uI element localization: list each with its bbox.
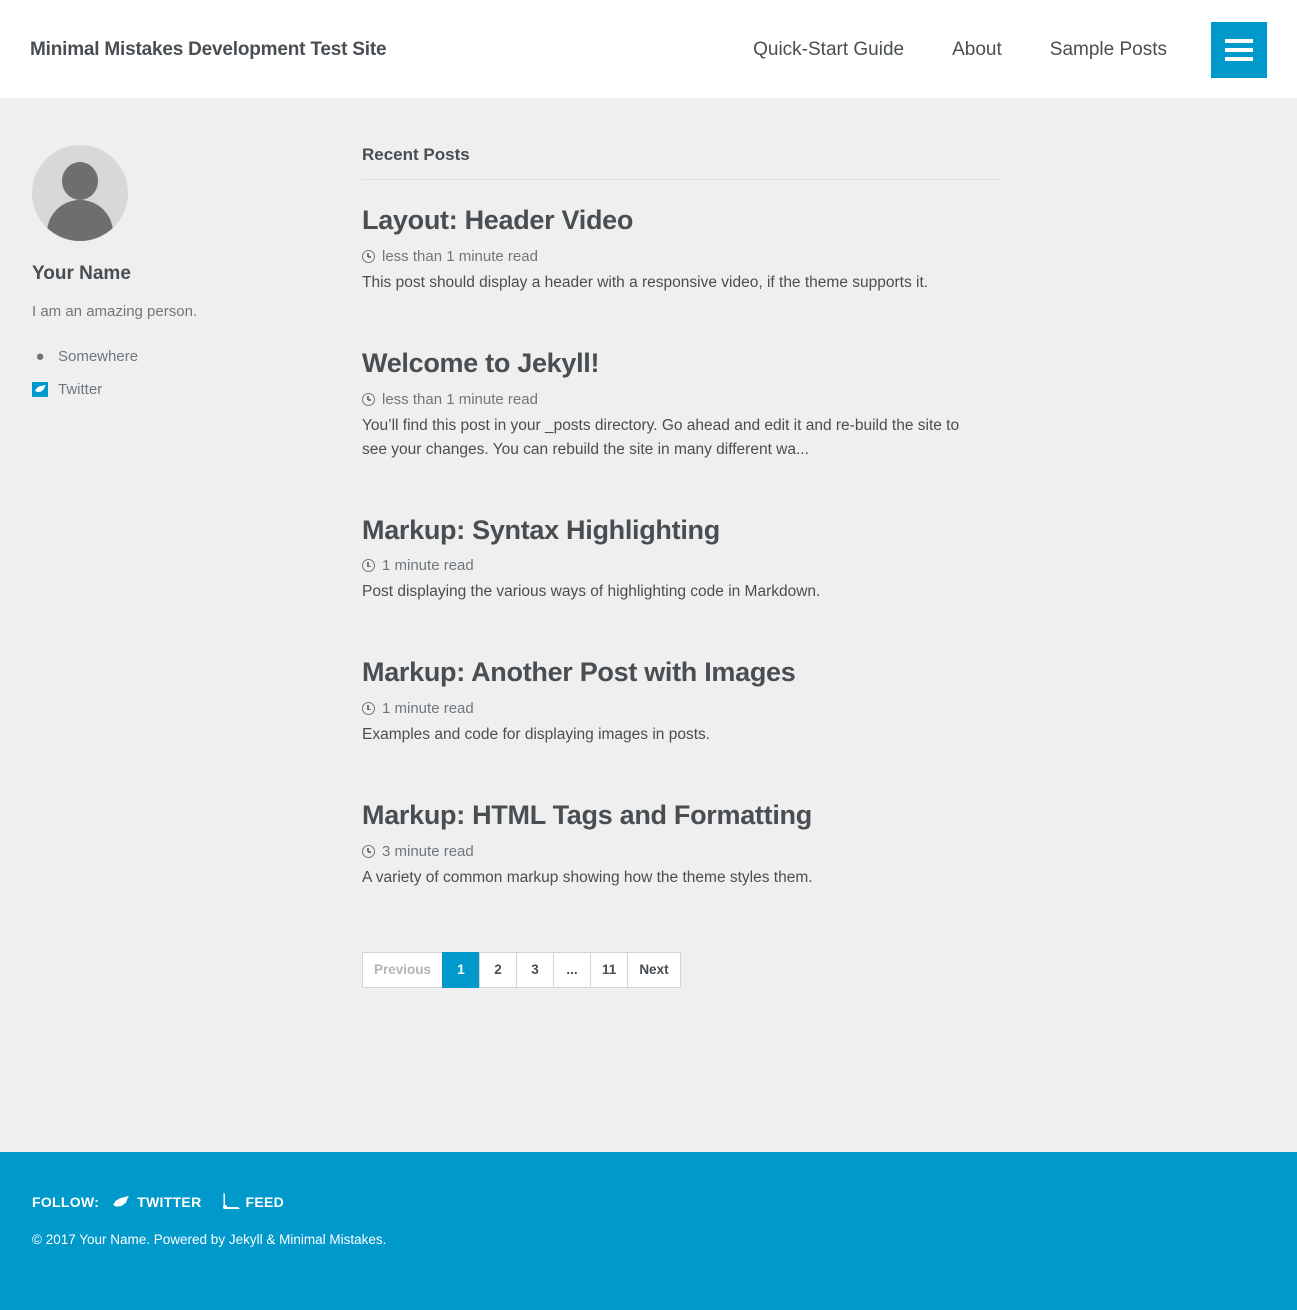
pagination-page-1[interactable]: 1 <box>442 952 479 988</box>
post-read-time <box>362 700 972 717</box>
avatar <box>32 145 128 241</box>
posts-list <box>332 145 1012 998</box>
post-title[interactable]: Welcome to Jekyll! <box>362 347 600 378</box>
clock-icon <box>362 393 375 406</box>
hamburger-bar <box>1225 57 1253 61</box>
post-title[interactable]: Layout: Header Video <box>362 205 634 235</box>
pagination-next[interactable]: Next <box>627 952 680 988</box>
list-item <box>32 348 312 365</box>
post-read-time <box>362 391 972 408</box>
list-item <box>362 204 972 295</box>
masthead-inner <box>0 0 1297 99</box>
author-meta-list <box>32 348 312 398</box>
twitter-icon <box>32 382 48 397</box>
primary-navigation <box>729 22 1267 78</box>
post-read-time-label: 3 minute read <box>382 842 474 860</box>
post-read-time <box>362 248 972 265</box>
nav-item-quick-start-guide[interactable]: Quick-Start Guide <box>753 38 905 60</box>
post-read-time-label: 1 minute read <box>382 700 474 718</box>
layout-container <box>0 145 1297 998</box>
post-read-time-label: 1 minute read <box>382 557 474 575</box>
pagination-ellipsis: ... <box>553 952 590 988</box>
clock-icon <box>362 559 375 572</box>
footer-twitter-link[interactable] <box>113 1194 201 1210</box>
pagination-page-2[interactable]: 2 <box>479 952 516 988</box>
post-excerpt: This post should display a header with a responsive video, if the theme supports it. <box>362 273 929 291</box>
list-item <box>362 347 972 462</box>
hamburger-bar <box>1225 48 1253 52</box>
page-body <box>0 99 1297 1152</box>
footer-feed-link[interactable] <box>223 1194 284 1210</box>
follow-row <box>32 1194 1265 1210</box>
clock-icon <box>362 250 375 263</box>
post-title[interactable]: Markup: Another Post with Images <box>362 657 796 688</box>
post-title[interactable]: Markup: Syntax Highlighting <box>362 514 720 545</box>
post-read-time <box>362 557 972 574</box>
list-item <box>362 514 972 605</box>
footer-twitter-label: TWITTER <box>137 1194 202 1210</box>
author-twitter-link[interactable]: Twitter <box>58 380 103 398</box>
copyright-text: © 2017 Your Name. Powered by Jekyll & Minimal Mistakes. <box>32 1232 387 1247</box>
list-item <box>362 799 972 890</box>
hamburger-bar <box>1225 39 1253 43</box>
avatar-head <box>62 162 98 200</box>
hamburger-menu-icon[interactable] <box>1211 22 1267 78</box>
list-item <box>362 656 972 747</box>
post-excerpt: A variety of common markup showing how the theme styles them. <box>362 868 813 886</box>
pagination-previous: Previous <box>362 952 442 988</box>
post-read-time-label: less than 1 minute read <box>382 247 538 265</box>
follow-label: FOLLOW: <box>32 1194 100 1210</box>
avatar-body <box>47 200 113 241</box>
location-pin-icon: ● <box>35 347 45 365</box>
post-excerpt: Examples and code for displaying images in posts. <box>362 726 711 744</box>
nav-links <box>729 39 1191 61</box>
nav-item-about[interactable]: About <box>952 38 1002 60</box>
post-excerpt: Post displaying the various ways of highlighting code in Markdown. <box>362 583 821 601</box>
pagination <box>362 952 972 988</box>
clock-icon <box>362 702 375 715</box>
nav-item-sample-posts[interactable]: Sample Posts <box>1049 38 1167 60</box>
list-item[interactable] <box>32 381 312 398</box>
rss-feed-icon <box>223 1195 237 1209</box>
pagination-page-3[interactable]: 3 <box>516 952 553 988</box>
twitter-icon <box>113 1196 129 1209</box>
author-name: Your Name <box>32 263 131 284</box>
post-excerpt: You’ll find this post in your _posts directory. Go ahead and edit it and re-build the site to see your changes. You can rebuild the site in many different wa... <box>362 416 960 458</box>
page-title: Recent Posts <box>362 145 999 180</box>
site-title[interactable]: Minimal Mistakes Development Test Site <box>30 38 387 60</box>
author-bio: I am an amazing person. <box>32 303 198 320</box>
author-location: Somewhere <box>58 347 139 365</box>
footer-feed-label: FEED <box>245 1194 285 1210</box>
pagination-page-11[interactable]: 11 <box>590 952 627 988</box>
page-footer <box>0 1152 1297 1310</box>
post-read-time-label: less than 1 minute read <box>382 390 538 408</box>
post-read-time <box>362 843 972 860</box>
author-sidebar <box>32 145 332 414</box>
masthead <box>0 0 1297 99</box>
clock-icon <box>362 845 375 858</box>
post-title[interactable]: Markup: HTML Tags and Formatting <box>362 800 812 831</box>
